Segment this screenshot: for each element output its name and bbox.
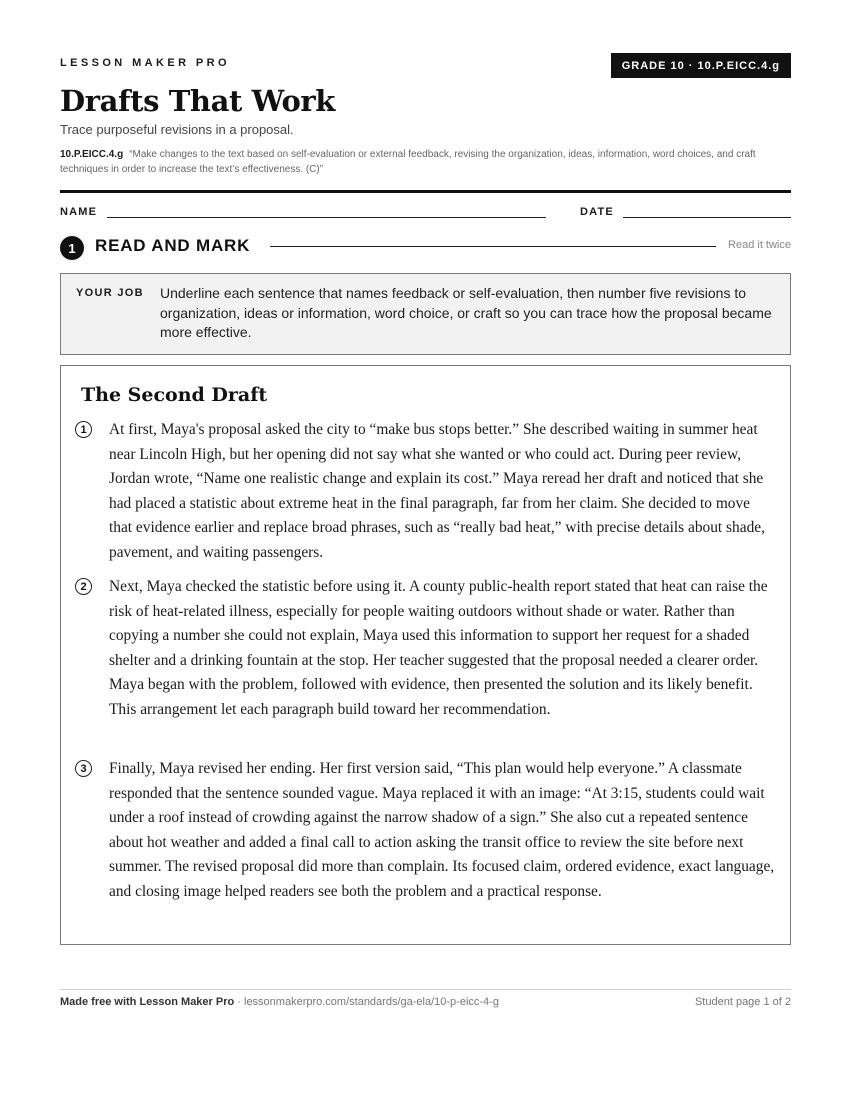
name-label: NAME <box>60 206 98 218</box>
paragraph-text: Finally, Maya revised her ending. Her first version said, “This plan would help everyone.” A classmate responded that the sentence sounded vague. Maya replaced it with an image: “At 3:15, students could wait under a roof instead of crowding against the narrow shadow of a sign.” She also cut a repeated sentence about hot weather and added a final call to action asking the transit office to review the site before next summer. The revised proposal did more than complain. Its focused claim, ordered evidence, exact language, and closing image helped readers see both the problem and a practical response. <box>109 760 775 900</box>
instructions-box <box>60 273 791 355</box>
page-subtitle: Trace purposeful revisions in a proposal. <box>60 122 294 137</box>
name-field[interactable] <box>107 217 546 218</box>
worksheet-page <box>60 0 791 1100</box>
section-title: READ AND MARK <box>95 236 251 255</box>
paragraph-text: Next, Maya checked the statistic before using it. A county public-health report stated that heat can raise the risk of heat-related illness, especially for people waiting outdoors without shade or water. Rather than copying a number she could not explain, Maya used this information to support her request for a shaded shelter and a drinking fountain at the stop. Her teacher suggested that the proposal needed a clearer order. Maya began with the problem, followed with evidence, then presented the solution and its likely benefit. This arrangement let each paragraph build toward her recommendation. <box>109 578 768 718</box>
section-divider <box>270 246 716 247</box>
date-label: DATE <box>580 206 614 218</box>
instructions-label: YOUR JOB <box>76 287 144 299</box>
footer-url[interactable]: · lessonmakerpro.com/standards/ga-ela/10-p-eicc-4-g <box>234 996 499 1008</box>
footer-divider <box>60 989 791 990</box>
paragraph-number: 1 <box>75 421 92 438</box>
page-title: Drafts That Work <box>60 84 335 118</box>
paragraph-text: At first, Maya's proposal asked the city to “make bus stops better.” She described waiting in summer heat near Lincoln High, but her opening did not say what she wanted or who could act. During peer review, Jordan wrote, “Name one realistic change and explain its cost.” Maya reread her draft and noticed that she had placed a statistic about extreme heat in the final paragraph, far from her claim. She decided to move that evidence earlier and replace broad phrases, such as “really bad heat,” with precise details about shade, pavement, and waiting passengers. <box>109 421 765 561</box>
paragraph-number: 2 <box>75 578 92 595</box>
brand-name: LESSON MAKER PRO <box>60 57 230 69</box>
section-number-badge: 1 <box>60 236 84 260</box>
standard-description <box>60 147 780 177</box>
header-divider <box>60 190 791 193</box>
section-hint: Read it twice <box>728 239 791 251</box>
standard-code: 10.P.EICC.4.g <box>60 149 124 160</box>
standard-text: “Make changes to the text based on self-evaluation or external feedback, revising the organization, ideas, information, word choices, and craft techniques in order to increase the text’s effectiveness. (C)” <box>60 149 756 175</box>
date-field[interactable] <box>623 217 791 218</box>
page-indicator: Student page 1 of 2 <box>694 996 791 1008</box>
grade-badge: GRADE 10 · 10.P.EICC.4.g <box>611 53 791 78</box>
footer-made-with: Made free with Lesson Maker Pro <box>60 996 235 1008</box>
instructions-text: Underline each sentence that names feedback or self-evaluation, then number five revisions to organization, ideas or information, word choice, or craft so you can trace how the proposal became more effective. <box>160 285 772 340</box>
passage-title: The Second Draft <box>81 384 268 406</box>
reading-passage <box>60 365 791 945</box>
paragraph-number: 3 <box>75 760 92 777</box>
footer-credit <box>60 996 499 1008</box>
